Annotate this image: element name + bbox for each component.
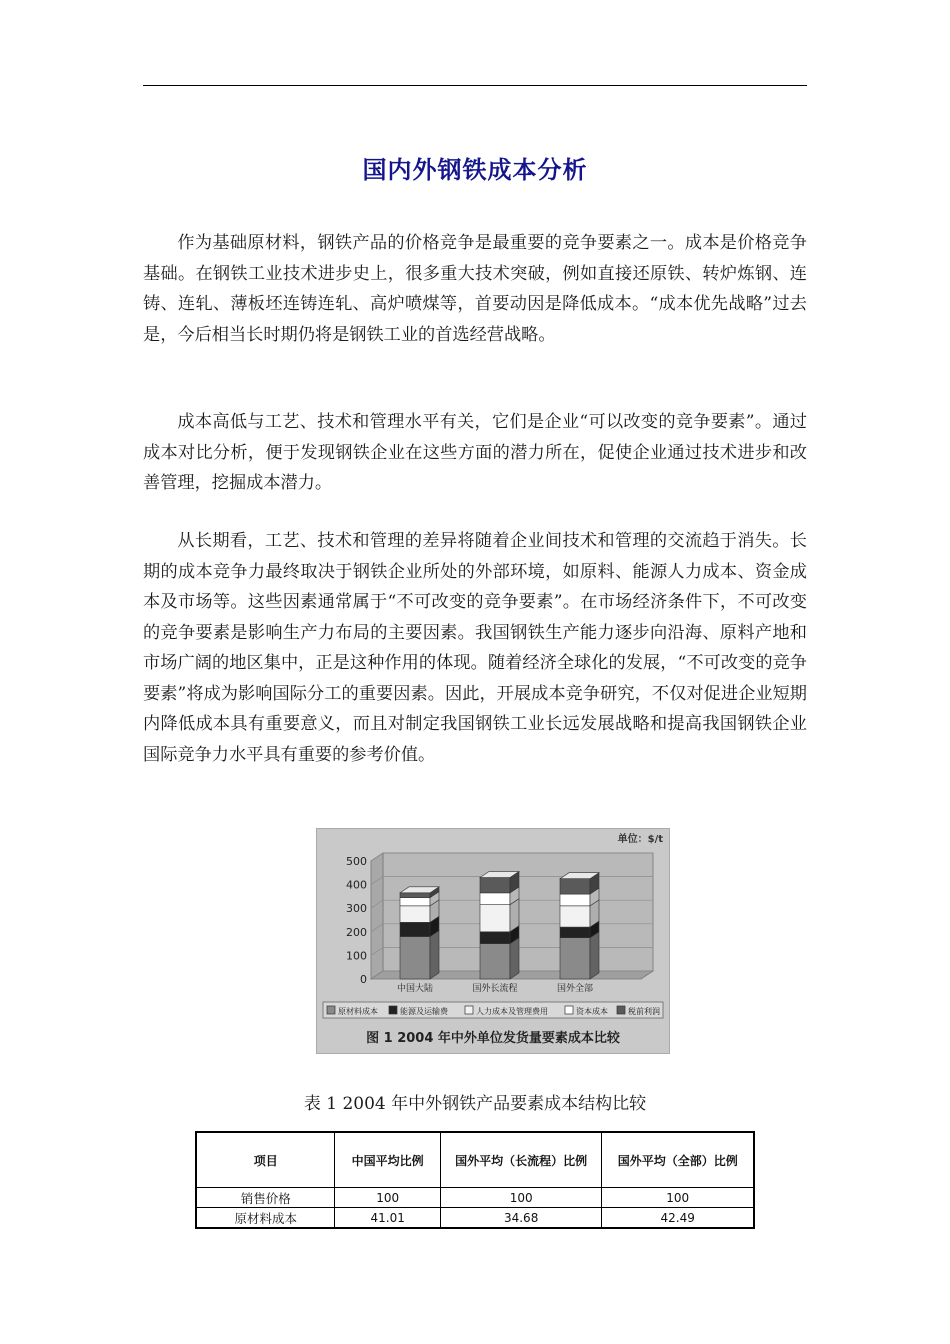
y-tick-label: 400 bbox=[346, 878, 367, 892]
paragraph-3: 从长期看，工艺、技术和管理的差异将随着企业间技术和管理的交流趋于消失。长期的成本竞争力最终取决于钢铁企业所处的外部环境，如原料、能源人力成本、资金成本及市场等。这些因素通常属于“不可改变的竞争要素”。在市场经济条件下，不可改变的竞争要素是影响生产力布局的主要因素。我国钢铁生产能力逐步向沿海、原料产地和市场广阔的地区集中，正是这种作用的体现。随着经济全球化的发展，“不可改变的竞争要素”将成为影响国际分工的重要因素。因此，开展成本竞争研究，不仅对促进企业短期内降低成本具有重要意义，而且对制定我国钢铁工业长远发展战略和提高我国钢铁企业国际竞争力水平具有重要的参考价值。 bbox=[143, 531, 807, 765]
bar-segment bbox=[400, 893, 430, 898]
cost-structure-table bbox=[195, 1131, 755, 1229]
legend-label: 资本成本 bbox=[576, 1007, 608, 1016]
table-header-row bbox=[196, 1132, 754, 1188]
table-caption: 表 1 2004 年中外钢铁产品要素成本结构比较 bbox=[303, 1094, 647, 1114]
header-foreign-all-ratio: 国外平均（全部）比例 bbox=[602, 1132, 754, 1188]
y-tick-label: 100 bbox=[346, 949, 367, 963]
legend-swatch bbox=[327, 1006, 335, 1014]
legend-swatch bbox=[465, 1006, 473, 1014]
bar-segment bbox=[560, 927, 590, 938]
paragraph-1: 作为基础原材料，钢铁产品的价格竞争是最重要的竞争要素之一。成本是价格竞争基础。在钢铁工业技术进步史上，很多重大技术突破，例如直接还原铁、转炉炼钢、连铸、连轧、薄板坯连铸连轧、高炉喷煤等，首要动因是降低成本。“成本优先战略”过去是，今后相当长时期仍将是钢铁工业的首选经营战略。 bbox=[143, 233, 807, 345]
table-row bbox=[196, 1208, 754, 1229]
bar-segment bbox=[560, 938, 590, 979]
table-cell: 41.01 bbox=[335, 1208, 440, 1229]
row-label: 原材料成本 bbox=[196, 1208, 335, 1229]
bar-segment bbox=[480, 905, 510, 932]
chart-side-wall bbox=[371, 853, 383, 979]
bar-segment bbox=[480, 944, 510, 979]
header-item: 项目 bbox=[196, 1132, 335, 1188]
legend-label: 人力成本及管理费用 bbox=[476, 1007, 548, 1016]
bar-segment bbox=[400, 898, 430, 906]
legend-label: 原材料成本 bbox=[338, 1007, 378, 1016]
legend-label: 税前利润 bbox=[628, 1007, 660, 1016]
header-foreign-long-process-ratio: 国外平均（长流程）比例 bbox=[440, 1132, 602, 1188]
legend-swatch bbox=[565, 1006, 573, 1014]
bar-segment-side bbox=[590, 932, 599, 979]
x-category-label: 国外长流程 bbox=[472, 984, 518, 994]
legend-swatch bbox=[617, 1006, 625, 1014]
y-tick-label: 200 bbox=[346, 925, 367, 939]
table-cell: 42.49 bbox=[602, 1208, 754, 1229]
table-cell: 34.68 bbox=[440, 1208, 602, 1229]
bar-segment-side bbox=[430, 931, 439, 979]
header-china-ratio: 中国平均比例 bbox=[335, 1132, 440, 1188]
table-cell: 100 bbox=[602, 1188, 754, 1208]
bar-segment bbox=[480, 878, 510, 893]
bar-segment bbox=[560, 906, 590, 927]
chart-title: 图 1 2004 年中外单位发货量要素成本比较 bbox=[366, 1031, 620, 1046]
bar-segment bbox=[560, 879, 590, 894]
header-rule bbox=[143, 85, 807, 86]
y-tick-label: 300 bbox=[346, 902, 367, 916]
x-category-label: 中国大陆 bbox=[396, 984, 434, 994]
y-tick-label: 500 bbox=[346, 855, 367, 868]
bar-segment bbox=[560, 894, 590, 906]
cost-chart-figure bbox=[316, 828, 670, 1054]
x-category-label: 国外全部 bbox=[556, 984, 594, 994]
cost-chart bbox=[317, 829, 669, 1053]
chart-unit-label: 单位：$/t bbox=[617, 834, 663, 845]
table-row bbox=[196, 1188, 754, 1208]
bar-segment bbox=[400, 937, 430, 979]
legend-swatch bbox=[389, 1006, 397, 1014]
y-tick-label: 0 bbox=[360, 973, 367, 986]
table-cell: 100 bbox=[335, 1188, 440, 1208]
bar-segment bbox=[400, 906, 430, 923]
bar-segment bbox=[480, 893, 510, 905]
legend-label: 能源及运输费 bbox=[400, 1007, 448, 1016]
row-label: 销售价格 bbox=[196, 1188, 335, 1208]
document-title: 国内外钢铁成本分析 bbox=[362, 156, 588, 184]
bar-segment bbox=[480, 932, 510, 944]
bar-segment bbox=[400, 922, 430, 936]
bar-segment-side bbox=[510, 938, 519, 979]
table-cell: 100 bbox=[440, 1188, 602, 1208]
paragraph-2: 成本高低与工艺、技术和管理水平有关，它们是企业“可以改变的竞争要素”。通过成本对比分析，便于发现钢铁企业在这些方面的潜力所在，促使企业通过技术进步和改善管理，挖掘成本潜力。 bbox=[143, 412, 807, 493]
